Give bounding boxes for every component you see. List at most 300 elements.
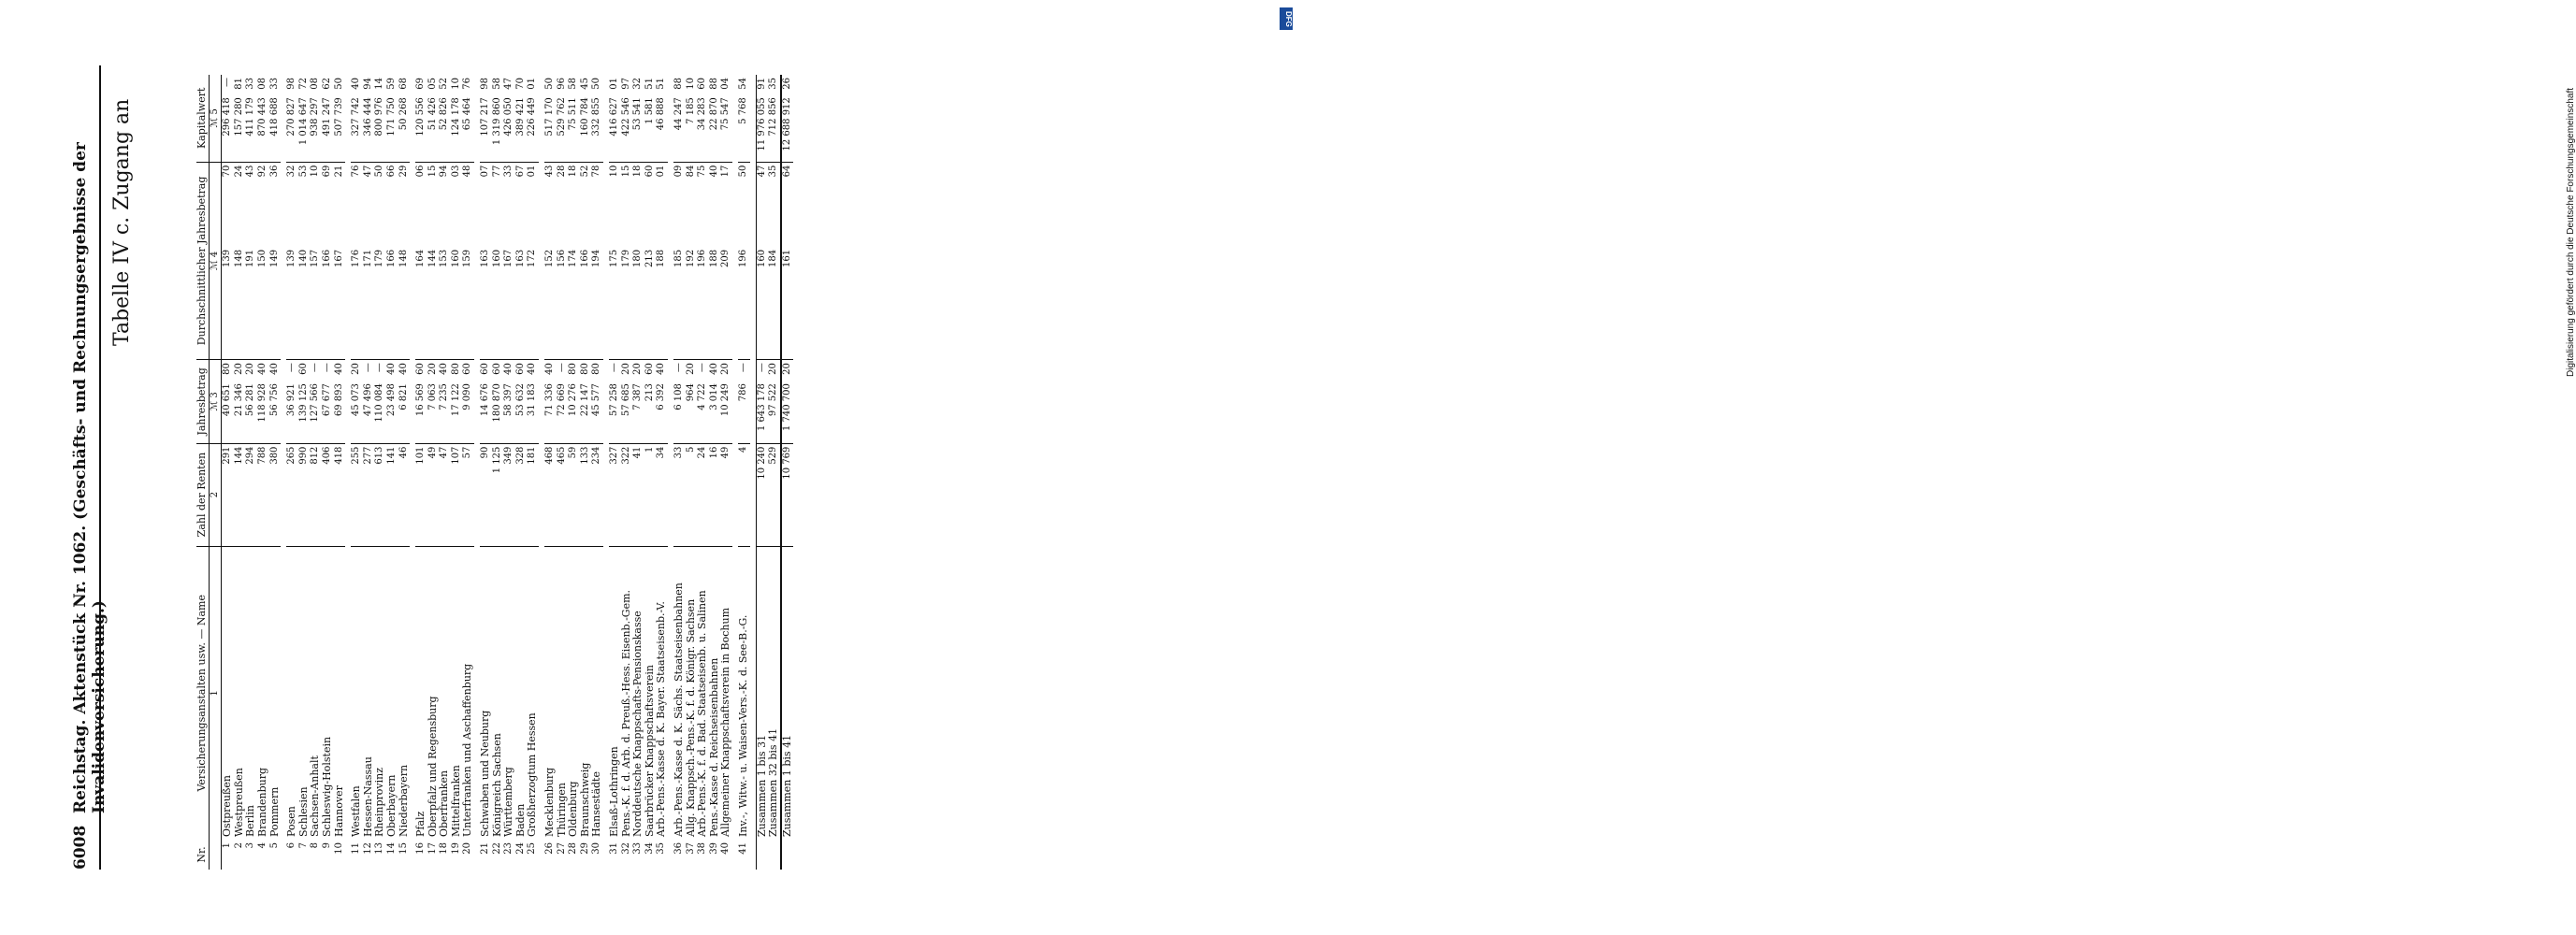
row-annual-pf: 80: [579, 363, 590, 375]
row-nr: 7: [297, 842, 309, 849]
row-avg-pf: 64: [781, 162, 794, 247]
row-count: 529: [768, 443, 781, 546]
row-avg: 161: [781, 247, 794, 360]
row-capital-pf: 69: [415, 78, 427, 90]
row-name: Pens.-Kasse d. Reichseisenbahnen: [707, 657, 720, 837]
row-nr: 28: [568, 842, 579, 855]
row-capital-pf: 68: [398, 78, 409, 90]
row-capital: 7 185: [686, 94, 698, 162]
table-title: Tabelle IV c. Zugang an: [110, 98, 134, 346]
row-count: 291: [222, 443, 234, 546]
row-nr: 20: [462, 842, 473, 855]
row-avg-pf: 67: [514, 165, 526, 178]
page-header: [65, 65, 109, 870]
row-capital: 12 688 912: [781, 94, 794, 162]
row-name: Württemberg: [502, 767, 515, 837]
row-count: 10 240: [756, 443, 768, 546]
row-annual-pf: 80: [450, 363, 461, 375]
table-row: [503, 75, 515, 870]
row-avg: 188: [656, 247, 668, 360]
row-annual: 57 258: [609, 381, 621, 443]
table-row: [462, 75, 474, 870]
row-annual-pf: 60: [297, 363, 309, 375]
row-capital: 426 050: [503, 94, 515, 162]
row-avg-pf: 15: [427, 165, 438, 178]
row-capital: 22 870: [709, 94, 721, 162]
row-avg-pf: 32: [286, 165, 297, 178]
row-nr: 32: [620, 842, 631, 855]
row-annual-pf: 40: [527, 363, 538, 375]
row-capital-pf: 94: [362, 78, 373, 90]
row-avg: 166: [386, 247, 398, 360]
row-capital: 1 014 647: [298, 94, 311, 162]
row-annual: 58 397: [503, 381, 515, 443]
row-avg-pf: 29: [398, 165, 409, 178]
row-capital: 53 541: [632, 94, 644, 162]
row-avg: 209: [720, 247, 732, 360]
row-annual: 53 632: [515, 381, 528, 443]
row-avg: 144: [427, 247, 440, 360]
row-count: 990: [298, 443, 311, 546]
row-avg-pf: 70: [222, 165, 233, 178]
row-capital: 1 581: [644, 94, 657, 162]
row-nr: 9: [321, 842, 332, 849]
row-count: 812: [310, 443, 322, 546]
row-capital: 11 976 055: [756, 94, 768, 162]
row-annual: 110 084: [374, 381, 386, 443]
row-avg-pf: 40: [708, 165, 719, 178]
row-capital-pf: 01: [527, 78, 538, 90]
row-avg-pf: 60: [644, 165, 655, 178]
row-avg-pf: 78: [591, 165, 602, 178]
row-avg-pf: 09: [673, 165, 684, 178]
row-avg: 171: [363, 247, 375, 360]
row-avg-pf: 48: [462, 165, 473, 178]
row-avg: 196: [697, 247, 709, 360]
table-row: [234, 75, 246, 870]
column-number-row: [209, 75, 222, 870]
row-count: 349: [503, 443, 515, 546]
row-annual: 127 566: [310, 381, 322, 443]
col-nr-header: Nr.: [196, 840, 209, 870]
row-capital: 270 827: [286, 94, 298, 162]
row-name: Inv.-, Witw.- u. Waisen-Vers.-K. d. See-B.-G.: [736, 614, 749, 837]
row-annual: 22 147: [580, 381, 592, 443]
row-capital-pf: 32: [632, 78, 644, 90]
table-row: [527, 75, 539, 870]
row-annual: 97 522: [768, 381, 781, 443]
table-row: [720, 75, 732, 870]
row-name: Schlesien: [297, 786, 310, 837]
row-count: 4: [738, 443, 750, 546]
row-capital: 65 464: [462, 94, 474, 162]
col-avg-header: Durchschnittlicher Jahresbetrag: [196, 162, 209, 360]
row-avg-pf: 66: [385, 165, 397, 178]
row-avg: 167: [503, 247, 515, 360]
row-count: 613: [374, 443, 386, 546]
row-capital: 411 179: [245, 94, 257, 162]
row-avg: 166: [580, 247, 592, 360]
row-annual: 139 125: [298, 381, 311, 443]
row-name: Baden: [514, 803, 527, 837]
row-avg-pf: 18: [632, 165, 644, 178]
row-count: 181: [527, 443, 539, 546]
table-row: [568, 75, 580, 870]
row-annual-pf: —: [737, 363, 748, 373]
table-row: [781, 75, 794, 870]
row-annual-pf: 60: [462, 363, 473, 375]
row-name: Zusammen 32 bis 41: [767, 727, 780, 837]
table-row: [580, 75, 592, 870]
row-avg: 139: [222, 247, 234, 360]
row-nr: 19: [450, 842, 461, 855]
row-count: 1: [644, 443, 657, 546]
row-annual: 71 336: [544, 381, 557, 443]
row-capital: 50 268: [398, 94, 411, 162]
row-name: Niederbayern: [397, 764, 410, 837]
row-name: Thüringen: [555, 782, 568, 837]
row-nr: 4: [256, 842, 268, 849]
table-row: [286, 75, 298, 870]
table-row: [374, 75, 386, 870]
page-title: Reichstag. Aktenstück Nr. 1062. (Geschäfts- und Rechnungsergebnisse der Invalidenversicherung.): [71, 142, 109, 813]
row-annual: 40 651: [222, 381, 234, 443]
row-avg-pf: 21: [333, 165, 344, 178]
col-annual-header: Jahresbetrag: [196, 360, 209, 443]
row-annual-pf: 60: [415, 363, 427, 375]
row-avg-pf: 75: [697, 165, 708, 178]
col-num-3: 3: [209, 392, 220, 398]
row-annual: 213: [644, 381, 657, 443]
row-avg: 179: [621, 247, 633, 360]
row-count: 788: [257, 443, 269, 546]
row-avg: 160: [756, 247, 768, 360]
row-annual-pf: —: [609, 363, 619, 373]
row-capital: 418 688: [269, 94, 282, 162]
row-annual: 47 496: [363, 381, 375, 443]
table-row: [257, 75, 269, 870]
row-capital: 529 762: [557, 94, 569, 162]
row-avg: 159: [462, 247, 474, 360]
row-capital: 938 297: [310, 94, 322, 162]
row-annual: 6 108: [673, 381, 686, 443]
row-nr: 27: [556, 842, 567, 855]
row-capital-pf: 81: [233, 78, 244, 90]
row-annual: 21 346: [234, 381, 246, 443]
row-capital-pf: 01: [609, 78, 619, 90]
row-annual-pf: 80: [568, 363, 579, 375]
row-name: Großherzogtum Hessen: [526, 712, 539, 837]
table-row: [398, 75, 411, 870]
table-row: [544, 75, 557, 870]
row-avg: 166: [322, 247, 334, 360]
col-num-1: 1: [209, 546, 222, 840]
row-count: 47: [439, 443, 451, 546]
table-row: [480, 75, 492, 870]
row-annual-pf: 20: [427, 363, 438, 375]
page-number: 6008: [71, 825, 90, 870]
row-avg: 167: [334, 247, 346, 360]
row-annual: 10 276: [568, 381, 580, 443]
row-avg-pf: 36: [268, 165, 280, 178]
row-avg: 148: [234, 247, 246, 360]
table-row: [269, 75, 282, 870]
row-nr: 24: [514, 842, 526, 855]
row-capital-pf: 50: [333, 78, 344, 90]
row-nr: [768, 840, 781, 870]
row-count: 328: [515, 443, 528, 546]
row-avg: 185: [673, 247, 686, 360]
row-avg: 164: [415, 247, 427, 360]
row-annual: 23 498: [386, 381, 398, 443]
table-row: [591, 75, 603, 870]
row-avg: 175: [609, 247, 621, 360]
row-nr: [781, 840, 794, 870]
row-avg-pf: 77: [491, 165, 502, 178]
table-header-row: [196, 75, 209, 870]
row-avg-pf: 01: [527, 165, 538, 178]
row-count: 294: [245, 443, 257, 546]
row-capital: 34 283: [697, 94, 709, 162]
unit-5: ℳ: [209, 117, 220, 128]
row-nr: 29: [579, 842, 590, 855]
row-annual-pf: 20: [351, 363, 362, 375]
row-capital: 107 217: [480, 94, 492, 162]
row-capital-pf: 47: [503, 78, 514, 90]
row-annual: 7 063: [427, 381, 440, 443]
row-nr: 13: [374, 842, 385, 855]
row-avg-pf: 10: [609, 165, 619, 178]
row-annual: 1 740 700: [781, 381, 794, 443]
row-capital: 296 418: [222, 94, 234, 162]
row-annual-pf: 80: [591, 363, 602, 375]
row-nr: 17: [427, 842, 438, 855]
row-annual-pf: —: [362, 363, 373, 373]
row-count: 41: [632, 443, 644, 546]
row-avg-pf: 47: [756, 162, 768, 247]
row-capital-pf: 98: [480, 78, 491, 90]
row-annual-pf: 40: [268, 363, 280, 375]
row-avg: 188: [709, 247, 721, 360]
row-annual-pf: 40: [398, 363, 409, 375]
row-nr: 41: [737, 842, 748, 855]
table-row: [768, 75, 781, 870]
row-annual: 7 235: [439, 381, 451, 443]
row-avg-pf: 94: [439, 165, 450, 178]
row-capital-pf: 10: [685, 78, 696, 90]
row-name: Zusammen 1 bis 31: [756, 546, 768, 840]
row-capital-pf: 08: [256, 78, 268, 90]
row-annual: 1 643 178: [756, 381, 768, 443]
row-nr: 8: [310, 842, 321, 849]
col-num-4: 4: [209, 251, 220, 258]
rotated-sheet: [65, 65, 1132, 870]
row-avg-pf: 01: [656, 165, 667, 178]
row-nr: 38: [697, 842, 708, 855]
row-name: Rheinprovinz: [373, 767, 386, 837]
row-annual-pf: 60: [480, 363, 491, 375]
row-capital-pf: —: [222, 78, 233, 87]
row-count: 59: [568, 443, 580, 546]
col-name-label: Name: [195, 595, 208, 626]
row-count: 46: [398, 443, 411, 546]
table-body: [222, 75, 794, 870]
row-capital-pf: 60: [697, 78, 708, 90]
table-row: [351, 75, 363, 870]
row-annual-pf: 40: [503, 363, 514, 375]
row-nr: 16: [415, 842, 427, 855]
row-annual: 6 392: [656, 381, 668, 443]
col-num-2: 2: [209, 443, 222, 546]
table-row: [334, 75, 346, 870]
row-nr: 1: [222, 842, 233, 849]
row-count: 234: [591, 443, 603, 546]
row-name: Brandenburg: [255, 767, 268, 837]
row-name: Mecklenburg: [543, 767, 557, 837]
row-avg: 156: [557, 247, 569, 360]
row-capital-pf: 45: [579, 78, 590, 90]
row-nr: 36: [673, 842, 684, 855]
row-avg: 179: [374, 247, 386, 360]
row-capital-pf: 58: [491, 78, 502, 90]
row-avg: 196: [738, 247, 750, 360]
row-avg: 184: [768, 247, 781, 360]
row-count: 24: [697, 443, 709, 546]
row-capital-pf: 59: [385, 78, 397, 90]
row-avg: 192: [686, 247, 698, 360]
row-name: Allgemeiner Knappschaftsverein in Bochum: [719, 607, 732, 837]
row-annual: 180 870: [492, 381, 504, 443]
row-annual: 6 821: [398, 381, 411, 443]
table-row: [632, 75, 644, 870]
row-capital-pf: 96: [556, 78, 567, 90]
row-annual-pf: —: [556, 363, 567, 373]
row-nr: 11: [351, 842, 362, 855]
row-annual-pf: —: [310, 363, 321, 373]
row-name: Oberbayern: [384, 774, 398, 837]
row-name: Ostpreußen: [221, 775, 234, 837]
row-avg: 149: [269, 247, 282, 360]
table-row: [492, 75, 504, 870]
row-avg: 140: [298, 247, 311, 360]
row-capital: 44 247: [673, 94, 686, 162]
row-name: Pens.-K. f. d. Arb. d. Preuß.-Hess. Eisenb.-Gem.: [619, 589, 632, 837]
row-avg-pf: 84: [685, 165, 696, 178]
row-avg-pf: 43: [544, 165, 556, 178]
row-annual: 69 893: [334, 381, 346, 443]
table-row: [222, 75, 234, 870]
row-capital-pf: 58: [568, 78, 579, 90]
row-annual-pf: 20: [685, 363, 696, 375]
row-capital: 120 556: [415, 94, 427, 162]
row-name: Westpreußen: [232, 768, 245, 837]
row-annual: 964: [686, 381, 698, 443]
row-annual: 67 677: [322, 381, 334, 443]
row-annual: 118 928: [257, 381, 269, 443]
row-count: 49: [427, 443, 440, 546]
row-count: 141: [386, 443, 398, 546]
row-count: 322: [621, 443, 633, 546]
row-capital-pf: 14: [374, 78, 385, 90]
row-avg-pf: 53: [297, 165, 309, 178]
row-avg-pf: 69: [321, 165, 332, 178]
row-name: Hessen-Nassau: [361, 756, 374, 837]
row-nr: 10: [333, 842, 344, 855]
row-capital: 226 449: [527, 94, 539, 162]
row-count: 133: [580, 443, 592, 546]
row-nr: 30: [591, 842, 602, 855]
row-avg: 160: [451, 247, 463, 360]
row-capital: 124 178: [451, 94, 463, 162]
row-nr: 14: [385, 842, 397, 855]
row-nr: 23: [503, 842, 514, 855]
row-avg: 139: [286, 247, 298, 360]
row-name: Oberfranken: [438, 770, 451, 837]
row-nr: 26: [544, 842, 556, 855]
row-nr: 21: [480, 842, 491, 855]
row-count: 468: [544, 443, 557, 546]
row-count: 16: [709, 443, 721, 546]
row-capital: 171 750: [386, 94, 398, 162]
row-avg: 148: [398, 247, 411, 360]
row-nr: 15: [398, 842, 409, 855]
row-annual-pf: 20: [620, 363, 631, 375]
row-capital-pf: 88: [673, 78, 684, 90]
row-name: Pfalz: [414, 811, 427, 837]
row-capital-pf: 26: [781, 75, 794, 94]
row-annual-pf: 40: [256, 363, 268, 375]
row-annual-pf: 40: [385, 363, 397, 375]
row-avg-pf: 43: [245, 165, 256, 178]
row-nr: 40: [720, 842, 731, 855]
row-avg: 163: [480, 247, 492, 360]
row-annual: 56 281: [245, 381, 257, 443]
row-capital-pf: 72: [297, 78, 309, 90]
table-row: [439, 75, 451, 870]
row-avg-pf: 10: [310, 165, 321, 178]
table-row: [697, 75, 709, 870]
row-annual-pf: 20: [245, 363, 256, 375]
row-capital-pf: 05: [427, 78, 438, 90]
data-table: [196, 75, 793, 870]
row-capital: 1 319 860: [492, 94, 504, 162]
row-capital: 5 768: [738, 94, 750, 162]
row-annual: 36 921: [286, 381, 298, 443]
row-name: Schwaben und Neuburg: [479, 710, 492, 837]
row-annual-pf: 40: [708, 363, 719, 375]
row-annual-pf: 60: [644, 363, 655, 375]
row-name: Schleswig-Holstein: [320, 736, 333, 837]
row-count: 406: [322, 443, 334, 546]
row-avg-pf: 35: [768, 165, 779, 178]
row-count: 101: [415, 443, 427, 546]
row-annual-pf: —: [697, 363, 708, 373]
row-name: Arb.-Pens.-K. f. d. Bad. Staatseisenb. u. Salinen: [696, 590, 709, 837]
row-annual-pf: 40: [656, 363, 667, 375]
row-nr: 3: [245, 842, 256, 849]
unit-4: ℳ: [209, 260, 220, 271]
row-annual: 4 722: [697, 381, 709, 443]
row-nr: 2: [233, 842, 244, 849]
row-capital-pf: 10: [450, 78, 461, 90]
row-nr: 35: [656, 842, 667, 855]
row-capital-pf: 51: [644, 78, 655, 90]
row-annual-pf: 20: [781, 360, 794, 381]
row-name: Arb.-Pens.-Kasse d. K. Bayer. Staatseisenb.-V.: [655, 601, 668, 837]
row-avg: 180: [632, 247, 644, 360]
row-name: Posen: [285, 806, 298, 837]
row-avg: 163: [515, 247, 528, 360]
